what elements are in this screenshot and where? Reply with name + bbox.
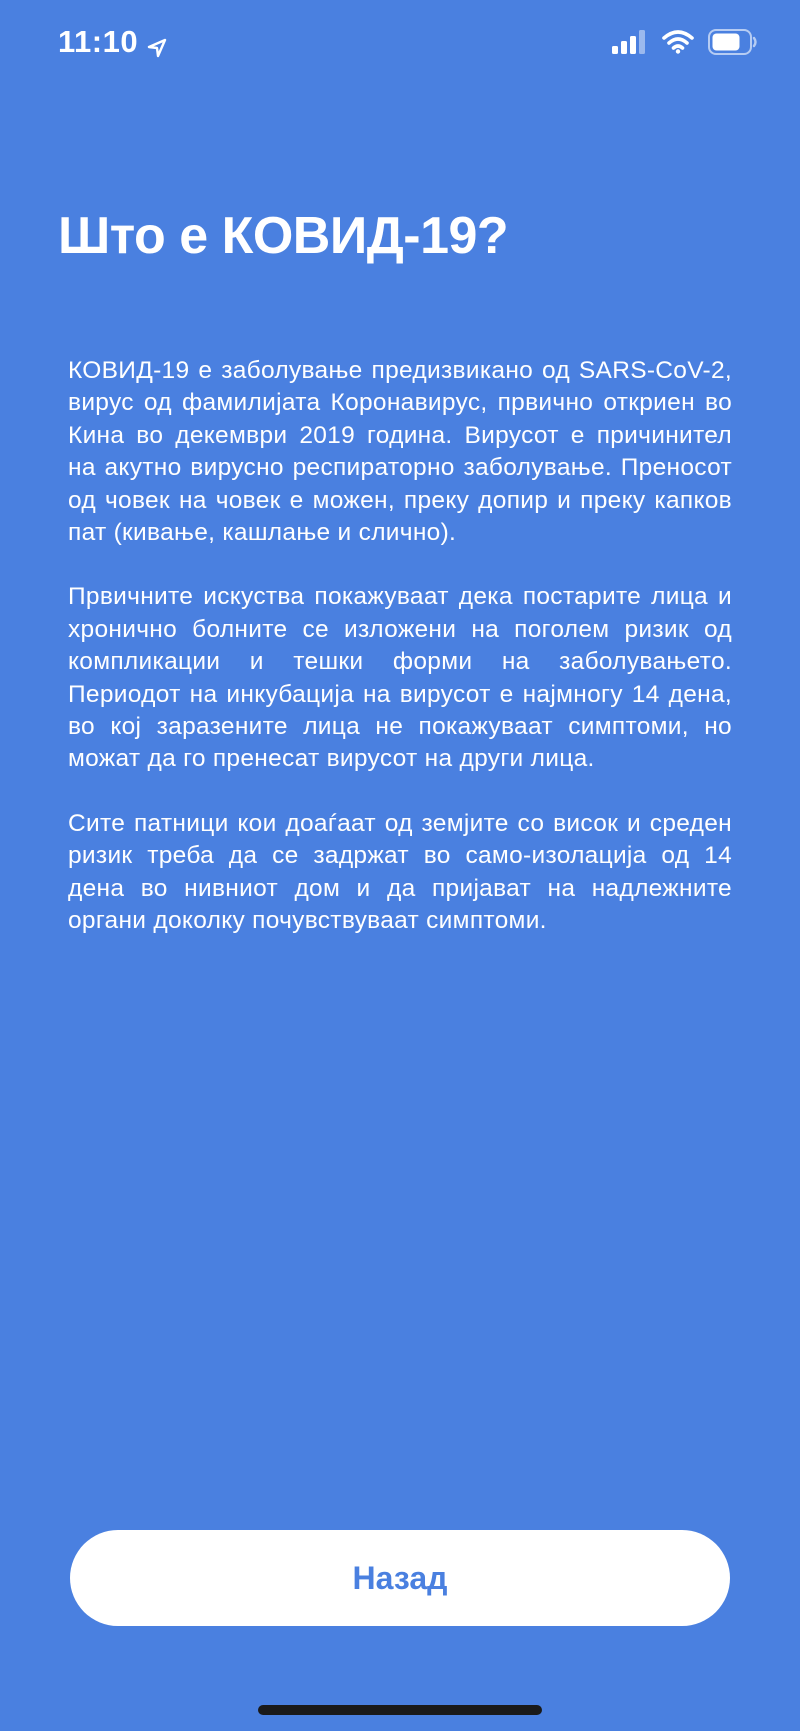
page-title: Што е КОВИД-19? <box>58 207 509 265</box>
home-indicator[interactable] <box>258 1705 542 1715</box>
battery-icon <box>708 29 758 60</box>
info-paragraph-3: Сите патници кои доаѓаат од земјите со висок и среден ризик треба да се задржат во само-изолација од 14 дена во нивниот дом и да пријават на надлежните органи доколку почувствуваат симптоми. <box>68 809 732 935</box>
status-time-text: 11:10 <box>58 24 139 59</box>
info-paragraph-2: Првичните искуства покажуваат дека постарите лица и хронично болните се изложени на поголем ризик од компликации и тешки форми на заболувањето. Периодот на инкубација на вирусот е најмногу 14 дена, во кој заразените лица не покажуваат симптоми, но можат да го пренесат вирусот на други лица. <box>68 583 732 773</box>
info-paragraph-1: КОВИД-19 е заболување предизвикано од SARS-CoV-2, вирус од фамилијата Коронавирус, првично откриен во Кина во декември 2019 година. Вирусот е причинител на акутно вирусно респираторно заболување. Преносот од човек на човек е можен, преку допир и преку капков пат (кивање, кашлање и слично). <box>68 357 732 547</box>
location-arrow-icon <box>146 31 168 53</box>
back-button[interactable]: Назад <box>70 1530 730 1626</box>
status-bar <box>0 0 800 90</box>
cellular-signal-icon <box>612 30 648 59</box>
info-content <box>68 355 732 970</box>
status-time <box>58 24 168 60</box>
wifi-icon <box>662 30 694 59</box>
status-indicators <box>612 29 758 60</box>
